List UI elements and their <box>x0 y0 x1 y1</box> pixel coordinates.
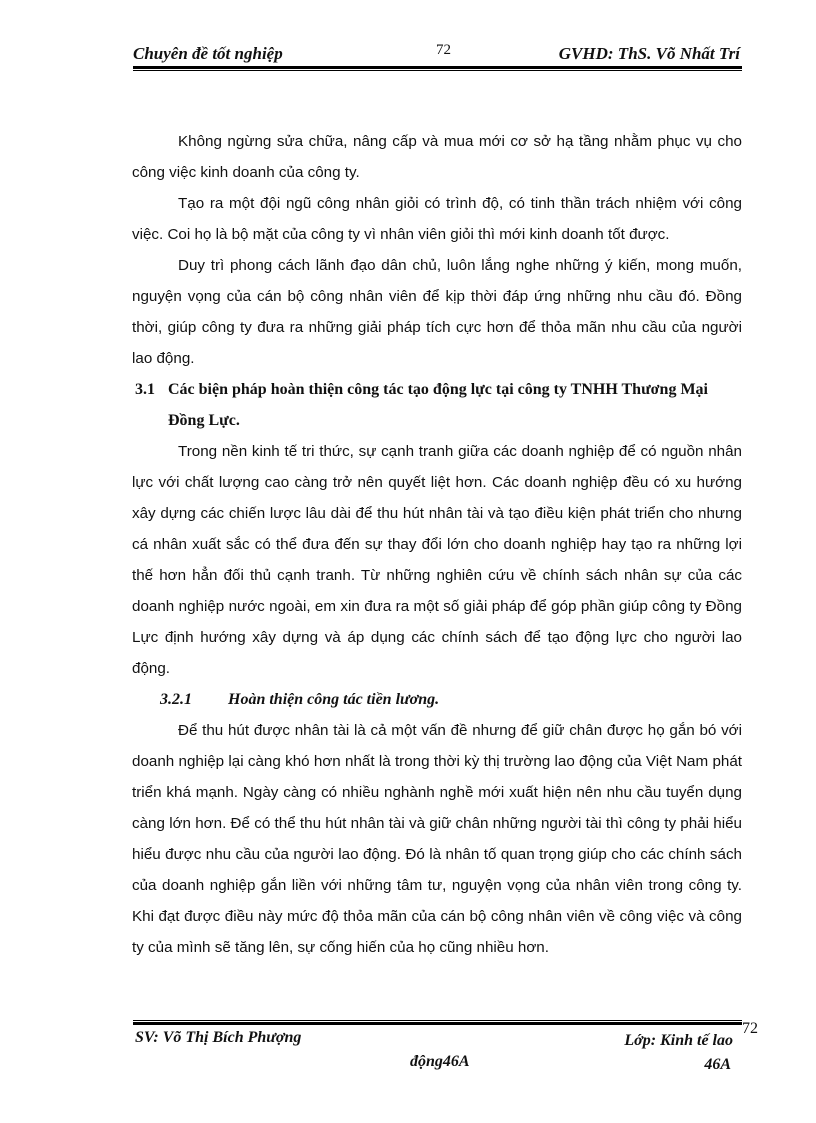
page-body <box>132 126 742 963</box>
footer-page-number: 72 <box>742 1020 758 1037</box>
header-page-number: 72 <box>436 42 451 58</box>
section-title: Các biện pháp hoàn thiện công tác tạo động lực tại công ty TNHH Thương Mại Đồng Lực. <box>168 381 708 429</box>
footer-student: SV: Võ Thị Bích Phượng <box>135 1029 302 1046</box>
subsection-heading <box>132 684 742 715</box>
paragraph: Để thu hút được nhân tài là cả một vấn đề nhưng để giữ chân được họ gắn bó với doanh nghiệp lại càng khó hơn nhất là trong thời kỳ thị trường lao động của Việt Nam phát triển khá mạnh. Ngày càng có nhiều nghành nghề mới xuất hiện nên nhu cầu tuyển dụng càng lớn hơn. Để có thể thu hút nhân tài và giữ chân những người tài thì công ty phải hiểu hiểu được nhu cầu của người lao động. Đó là nhân tố quan trọng giúp cho các chính sách của doanh nghiệp gắn liền với những tâm tư, nguyện vọng của nhân viên trong công ty. Khi đạt được điều này mức độ thỏa mãn của cán bộ công nhân viên về công việc và công ty của mình sẽ tăng lên, sự cống hiến của họ cũng nhiều hơn. <box>132 722 742 956</box>
paragraph: Tạo ra một đội ngũ công nhân giỏi có trình độ, có tinh thần trách nhiệm với công việc. Coi họ là bộ mặt của công ty vì nhân viên giỏi thì mới kinh doanh tốt được. <box>132 195 742 243</box>
header-document-type: Chuyên đề tốt nghiệp <box>133 44 283 63</box>
subsection-title: Hoàn thiện công tác tiền lương. <box>228 691 440 708</box>
footer-class: Lớp: Kinh tế lao 46A <box>624 1032 733 1073</box>
paragraph: Duy trì phong cách lãnh đạo dân chủ, luôn lắng nghe những ý kiến, mong muốn, nguyện vọng của cán bộ công nhân viên để kịp thời đáp ứng những nhu cầu đó. Đồng thời, giúp công ty đưa ra những giải pháp tích cực hơn để thỏa mãn nhu cầu của người lao động. <box>132 257 742 367</box>
footer-divider <box>133 1020 742 1026</box>
page-footer <box>133 1028 742 1078</box>
section-number: 3.1 <box>135 381 155 398</box>
paragraph: Trong nền kinh tế tri thức, sự cạnh tranh giữa các doanh nghiệp để có nguồn nhân lực với chất lượng cao càng trở nên quyết liệt hơn. Các doanh nghiệp đều có xu hướng xây dựng các chiến lược lâu dài để thu hút nhân tài và tạo điều kiện phát triển cho nhưng cá nhân xuất sắc có thể đưa đến sự thay đổi lớn cho doanh nghiệp hay tạo ra những lợi thế hơn hẳn đối thủ cạnh tranh. Từ những nghiên cứu về chính sách nhân sự của các doanh nghiệp nước ngoài, em xin đưa ra một số giải pháp để góp phần giúp công ty Đồng Lực định hướng xây dựng và áp dụng các chính sách để tạo động lực cho người lao động. <box>132 443 742 677</box>
section-heading <box>132 374 742 436</box>
subsection-number: 3.2.1 <box>160 691 192 708</box>
header-supervisor: GVHD: ThS. Võ Nhất Trí <box>558 44 740 63</box>
footer-class-continued: động46A <box>410 1053 470 1070</box>
paragraph: Không ngừng sửa chữa, nâng cấp và mua mới cơ sở hạ tầng nhằm phục vụ cho công việc kinh doanh của công ty. <box>132 133 742 181</box>
header-divider <box>133 66 742 71</box>
page-header <box>133 40 742 66</box>
